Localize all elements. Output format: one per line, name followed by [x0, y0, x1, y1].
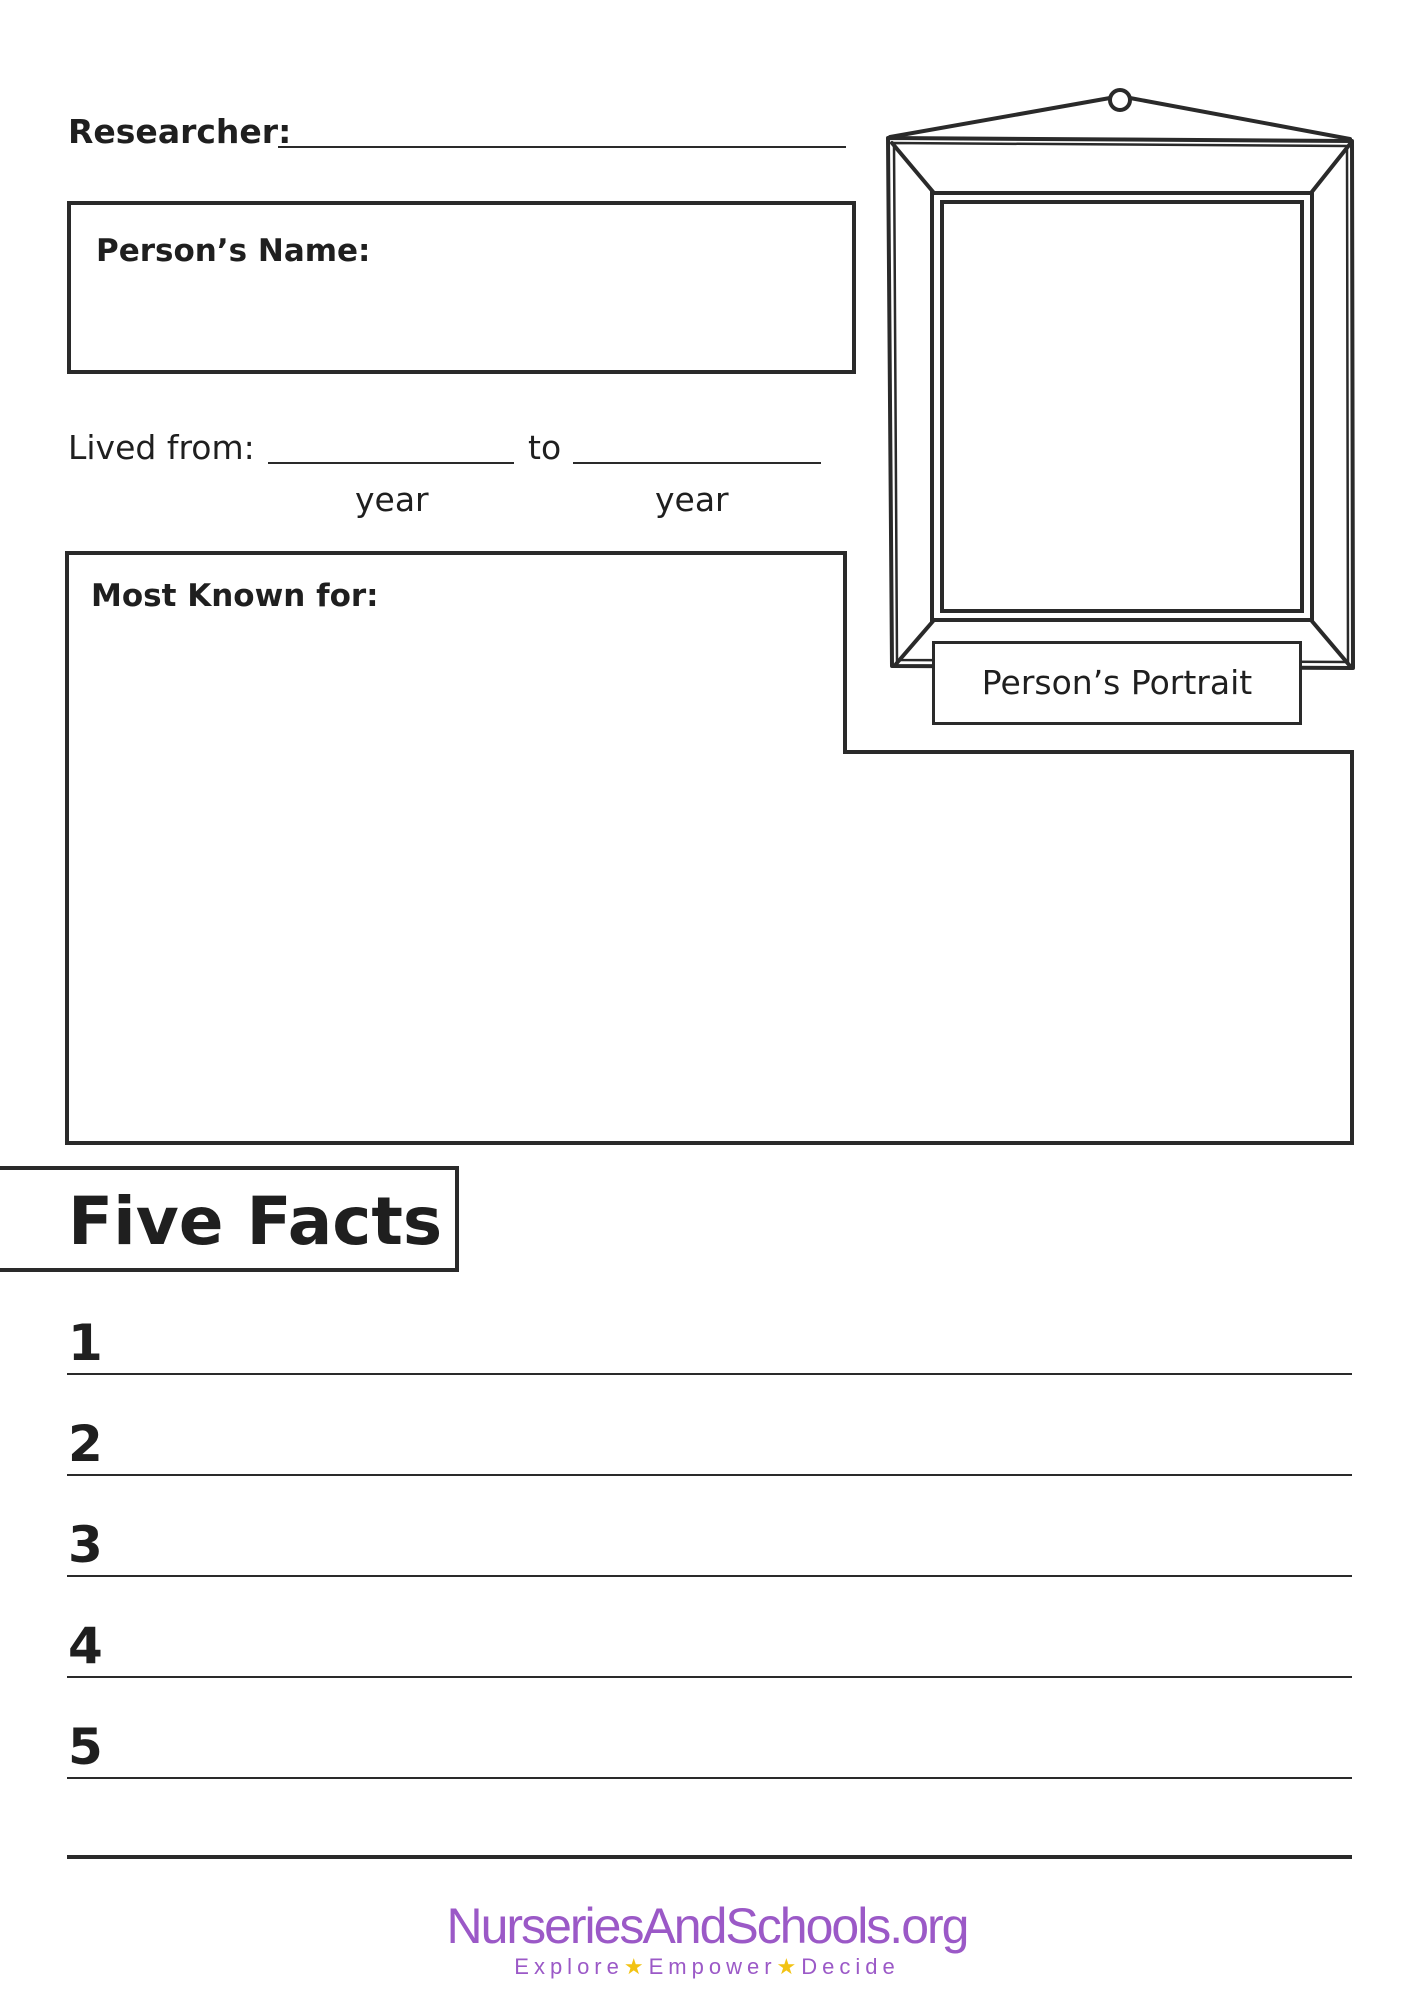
to-year-caption: year [655, 480, 729, 519]
fact-number: 2 [68, 1415, 103, 1473]
portrait-caption-box [932, 641, 1302, 725]
logo-tagline [0, 1954, 1414, 1980]
person-name-label: Person’s Name: [96, 233, 371, 269]
logo-wordmark: NurseriesAndSchools.org [446, 1898, 968, 1954]
lived-to-label: to [528, 428, 562, 467]
lived-from-label: Lived from: [68, 428, 255, 467]
portrait-caption: Person’s Portrait [981, 663, 1253, 702]
fact-row-1[interactable] [67, 1303, 1352, 1375]
nurseries-and-schools-logo [0, 1898, 1414, 1980]
fact-number: 4 [68, 1617, 103, 1675]
tagline-word: Empower [648, 1954, 777, 1979]
tagline-word: Decide [801, 1954, 900, 1979]
five-facts-heading-box [0, 1166, 459, 1272]
researcher-label: Researcher: [68, 112, 292, 151]
most-known-for-label: Most Known for: [91, 578, 379, 614]
fact-number: 3 [68, 1516, 103, 1574]
star-icon: ★ [776, 1954, 802, 1979]
fact-row-2[interactable] [67, 1404, 1352, 1476]
from-year-caption: year [355, 480, 429, 519]
fact-row-3[interactable] [67, 1505, 1352, 1577]
star-icon: ★ [623, 1954, 649, 1979]
fact-number: 1 [68, 1314, 103, 1372]
five-facts-heading: Five Facts [68, 1183, 443, 1260]
fact-number: 5 [68, 1718, 103, 1776]
fact-row-5[interactable] [67, 1707, 1352, 1779]
bottom-divider [67, 1855, 1352, 1859]
tagline-word: Explore [514, 1954, 624, 1979]
fact-row-4[interactable] [67, 1606, 1352, 1678]
